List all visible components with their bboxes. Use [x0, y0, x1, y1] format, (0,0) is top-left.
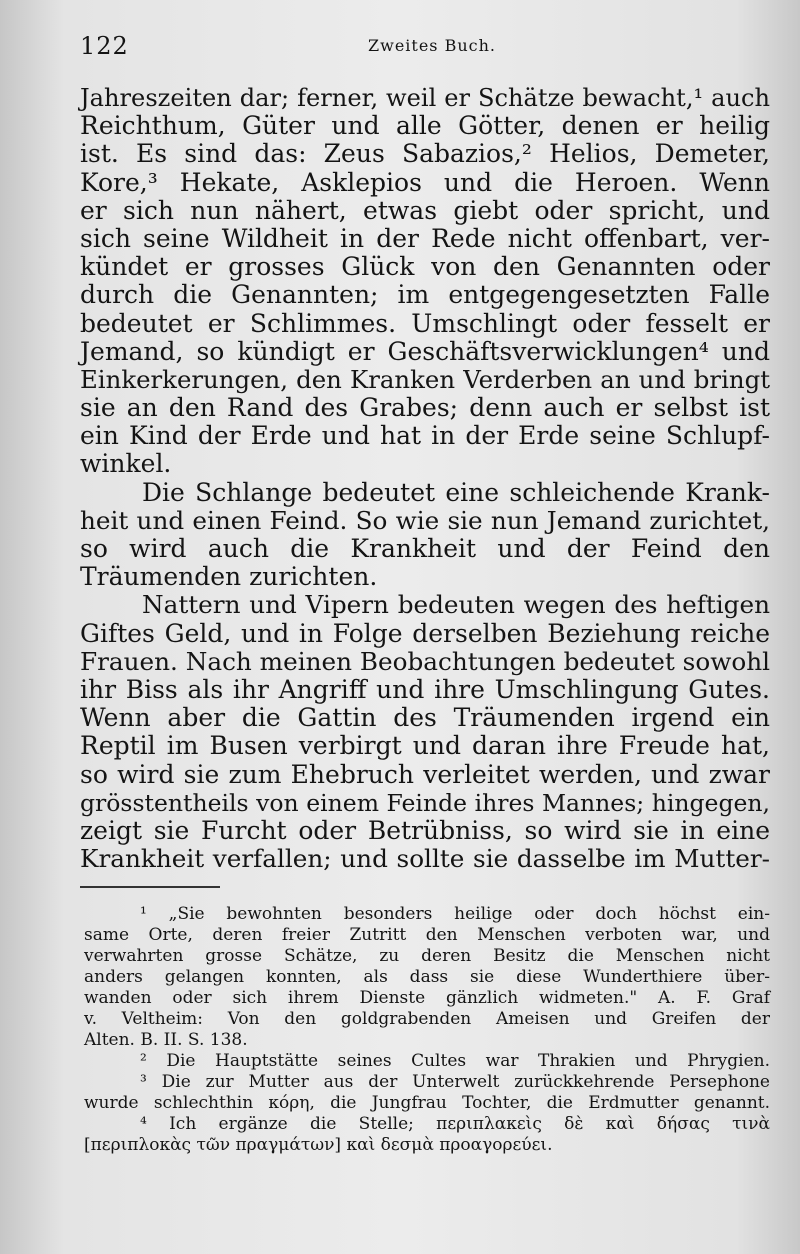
footnote-line: ³ Die zur Mutter aus der Unterwelt zurückkehrende Persephone: [140, 1072, 770, 1092]
text-line: ein Kind der Erde und hat in der Erde seine Schlupf-: [80, 421, 770, 451]
text-line: Krankheit verfallen; und sollte sie dasselbe im Mutter-: [80, 844, 770, 874]
text-line: Die Schlange bedeutet eine schleichende Krank-: [142, 477, 770, 507]
text-line: Nattern und Vipern bedeuten wegen des heftigen: [142, 590, 770, 620]
text-line: bedeutet er Schlimmes. Umschlingt oder fesselt er: [80, 308, 770, 338]
footnote-line: wanden oder sich ihrem Dienste gänzlich widmeten." A. F. Graf: [84, 988, 770, 1008]
footnote-line: wurde schlechthin κόρη, die Jungfrau Tochter, die Erdmutter genannt.: [84, 1093, 770, 1113]
text-line: so wird sie zum Ehebruch verleitet werden, und zwar: [80, 759, 770, 789]
footnote-line: same Orte, deren freier Zutritt den Menschen verboten war, und: [84, 925, 770, 945]
text-line: Wenn aber die Gattin des Träumenden irgend ein: [80, 703, 770, 733]
text-line: Frauen. Nach meinen Beobachtungen bedeutet sowohl: [80, 646, 770, 676]
text-line: kündet er grosses Glück von den Genannten oder: [80, 252, 770, 282]
text-line: ihr Biss als ihr Angriff und ihre Umschlingung Gutes.: [80, 674, 770, 704]
text-line: sie an den Rand des Grabes; denn auch er selbst ist: [80, 393, 770, 423]
text-line: Giftes Geld, und in Folge derselben Beziehung reiche: [80, 618, 770, 648]
footnotes: [84, 904, 770, 1156]
footnote-line: anders gelangen konnten, als dass sie diese Wunderthiere über-: [84, 967, 770, 987]
text-line: Reptil im Busen verbirgt und daran ihre Freude hat,: [80, 731, 770, 761]
footnote-line: ⁴ Ich ergänze die Stelle; περιπλακεὶς δὲ καὶ δήσας τινὰ: [140, 1114, 770, 1134]
text-line: durch die Genannten; im entgegengesetzten Falle: [80, 280, 770, 310]
text-line: er sich nun nähert, etwas giebt oder spricht, und: [80, 195, 770, 225]
main-text: [80, 84, 770, 873]
text-line: Einkerkerungen, den Kranken Verderben an und bringt: [80, 364, 770, 394]
text-line: Reichthum, Güter und alle Götter, denen er heilig: [80, 111, 770, 141]
text-line: ist. Es sind das: Zeus Sabazios,² Helios, Demeter,: [80, 139, 770, 169]
text-line: grösstentheils von einem Feinde ihres Mannes; hingegen,: [80, 788, 770, 817]
footnote-line: ¹ „Sie bewohnten besonders heilige oder doch höchst ein-: [140, 904, 770, 924]
text-line: Kore,³ Hekate, Asklepios und die Heroen. Wenn: [80, 167, 770, 197]
text-line: heit und einen Feind. So wie sie nun Jemand zurichtet,: [80, 505, 770, 535]
text-line: winkel.: [80, 449, 172, 479]
text-line: zeigt sie Furcht oder Betrübniss, so wird sie in eine: [80, 815, 770, 845]
text-line: Träumenden zurichten.: [80, 562, 378, 592]
footnote-line: verwahrten grosse Schätze, zu deren Besitz die Menschen nicht: [84, 946, 770, 966]
footnote-line: ² Die Hauptstätte seines Cultes war Thrakien und Phrygien.: [140, 1051, 770, 1071]
text-line: Jemand, so kündigt er Geschäftsverwicklungen⁴ und: [80, 336, 770, 366]
page-number: 122: [80, 32, 129, 60]
text-line: sich seine Wildheit in der Rede nicht offenbart, ver-: [80, 223, 770, 253]
page-header: [80, 30, 760, 70]
running-head: Zweites Buch.: [368, 36, 497, 55]
footnote-separator: [80, 886, 220, 888]
text-line: so wird auch die Krankheit und der Feind den: [80, 534, 770, 563]
footnote-line: [περιπλοκὰς τῶν πραγμάτων] καὶ δεσμὰ προαγορεύει.: [84, 1135, 553, 1155]
footnote-line: v. Veltheim: Von den goldgrabenden Ameisen und Greifen der: [84, 1009, 770, 1029]
text-line: Jahreszeiten dar; ferner, weil er Schätze bewacht,¹ auch: [80, 84, 770, 112]
footnote-line: Alten. B. II. S. 138.: [84, 1030, 248, 1050]
